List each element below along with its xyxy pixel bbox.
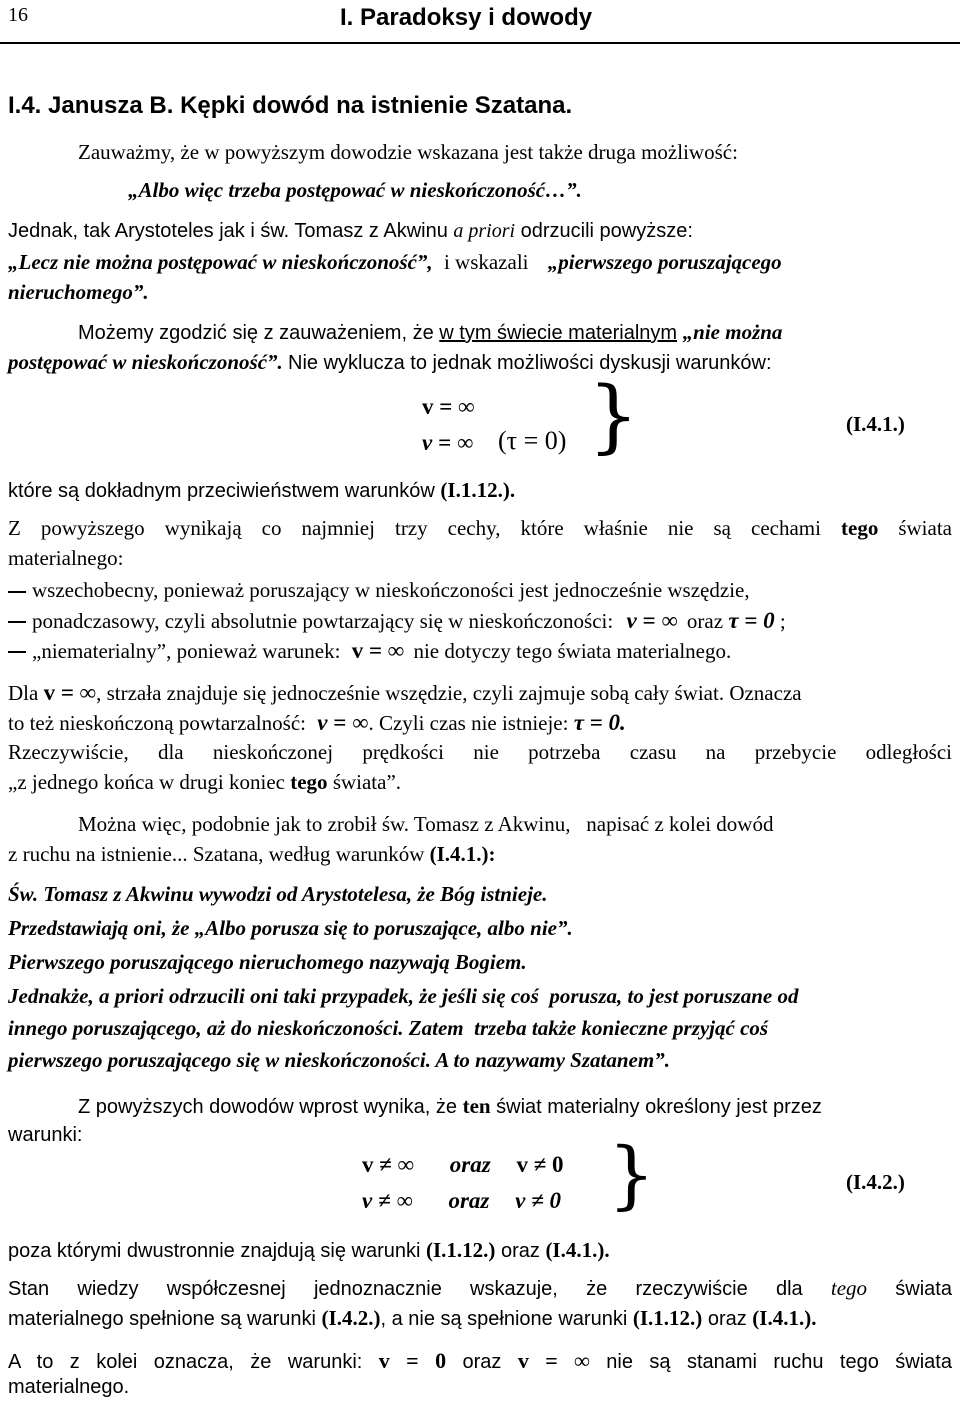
paragraph-6-line-2 (8, 710, 626, 736)
text: świata (895, 1278, 952, 1300)
page-number: 16 (8, 4, 28, 26)
bullet-dash (8, 651, 26, 653)
paragraph-11-line-2 (8, 1306, 816, 1331)
ref-i-1-12: (I.1.12.). (440, 478, 516, 502)
paragraph-5-line-1 (8, 516, 952, 540)
text: świat materialny określony jest przez (496, 1096, 822, 1118)
equation-2-brace: } (608, 1132, 656, 1218)
text: oraz (707, 1308, 747, 1330)
text: z ruchu na istnienie... Szatana, według warunków (8, 842, 425, 866)
ref-i-4-2: (I.4.2.) (321, 1306, 381, 1330)
equation-2-label: (I.4.2.) (846, 1170, 905, 1194)
ref-i-4-1: (I.4.1.). (752, 1306, 817, 1330)
text: to też nieskończoną powtarzalność: (8, 711, 306, 735)
paragraph-12-line-1 (8, 1348, 952, 1374)
math-nu-inf: ν = ∞ (317, 710, 369, 735)
proof-line-3: Pierwszego poruszającego nieruchomego nazywają Bogiem. (8, 950, 527, 974)
math-tau-0: τ = 0 (728, 608, 775, 633)
paragraph-intro: Zauważmy, że w powyższym dowodzie wskazana jest także druga możliwość: (78, 140, 738, 164)
text: , a nie są spełnione warunki (380, 1308, 628, 1330)
text: oraz (462, 1351, 502, 1373)
text-a-priori: a priori (453, 220, 516, 242)
bullet-2 (32, 608, 786, 634)
paragraph-6-line-1 (8, 680, 802, 706)
text: Z powyższego wynikają co najmniej trzy cechy, które właśnie nie są cechami (8, 516, 821, 540)
math-v-0: v = 0 (378, 1348, 447, 1373)
equation-2-rhs: ν ≠ 0 (515, 1188, 561, 1213)
equation-1-lhs: ν = ∞ (422, 430, 474, 455)
paragraph-2-line-2 (8, 250, 952, 274)
proof-line-2: Przedstawiają oni, że „Albo porusza się to poruszające, albo nie”. (8, 916, 573, 940)
text-tego: tego (841, 516, 879, 540)
paragraph-9-line-1 (78, 1094, 822, 1119)
bullet-dash (8, 591, 26, 593)
bullet-3 (32, 638, 731, 664)
math-nu-inf: ν = ∞ (626, 608, 678, 633)
equation-1-line-2 (422, 430, 473, 456)
math-v-inf: v = ∞ (517, 1348, 590, 1373)
paragraph-5-line-2: materialnego: (8, 546, 124, 570)
equation-1-line-1: v = ∞ (422, 394, 475, 419)
text: nie dotyczy tego świata materialnego. (413, 639, 732, 663)
quote-lecz: „Lecz nie można postępować w nieskończoność”, (8, 250, 433, 274)
text: . Czyli czas nie istnieje: (368, 711, 569, 735)
ref-i-4-1: (I.4.1.). (545, 1238, 610, 1262)
proof-line-6: pierwszego poruszającego się w nieskończoności. A to nazywamy Szatanem”. (8, 1048, 670, 1072)
paragraph-7-line-2 (8, 770, 401, 794)
text: ponadczasowy, czyli absolutnie powtarzający się w nieskończoności: (32, 609, 614, 633)
equation-2-line-2 (362, 1188, 561, 1214)
text-underlined: w tym świecie materialnym (439, 322, 678, 344)
equation-1-rhs: (τ = 0) (498, 426, 567, 455)
quote-pierwszego: „pierwszego poruszającego (547, 250, 782, 274)
equation-2-lhs: ν ≠ ∞ (362, 1188, 413, 1213)
ref-i-1-12: (I.1.12.) (425, 1238, 496, 1262)
quote-postepowac: postępować w nieskończoność”. (8, 350, 283, 374)
paragraph-9-line-2: warunki: (8, 1124, 83, 1146)
equation-2-oraz: oraz (449, 1152, 491, 1177)
header-rule (0, 42, 960, 44)
paragraph-12-line-2: materialnego. (8, 1376, 130, 1398)
running-header-title: I. Paradoksy i dowody (340, 4, 593, 31)
proof-line-1: Św. Tomasz z Akwinu wywodzi od Arystotelesa, że Bóg istnieje. (8, 882, 548, 906)
ref-i-4-1: (I.4.1.): (429, 842, 496, 866)
math-v-inf: v = ∞ (43, 680, 97, 705)
equation-2-rhs: v ≠ 0 (516, 1152, 564, 1177)
quote-albo: „Albo więc trzeba postępować w nieskończoność…”. (128, 178, 582, 202)
text: , strzała znajduje się jednocześnie wszędzie, czyli zajmuje sobą cały świat. Oznacza (96, 681, 802, 705)
text: Stan wiedzy współczesnej jednoznacznie wskazuje, że rzeczywiście dla (8, 1278, 803, 1300)
text-tego: tego (830, 1276, 868, 1300)
text: Możemy zgodzić się z zauważeniem, że (78, 322, 434, 344)
text: „niematerialny”, ponieważ warunek: (32, 639, 341, 663)
paragraph-2-line-3: nieruchomego”. (8, 280, 149, 304)
text: Jednak, tak Arystoteles jak i św. Tomasz z Akwinu (8, 220, 448, 242)
text: nie są stanami ruchu tego świata (606, 1351, 952, 1373)
quote-nie-mozna: „nie można (682, 320, 783, 344)
equation-1-brace: } (588, 369, 639, 462)
text: materialnego spełnione są warunki (8, 1308, 316, 1330)
equation-1-label: (I.4.1.) (846, 412, 905, 436)
text: „z jednego końca w drugi koniec (8, 770, 285, 794)
text: ; (779, 609, 786, 633)
text: A to z kolei oznacza, że warunki: (8, 1351, 363, 1373)
paragraph-3-line-1 (78, 320, 952, 345)
proof-line-5: innego poruszającego, aż do nieskończoności. Zatem trzeba także konieczne przyjąć coś (8, 1016, 769, 1040)
text: oraz (686, 609, 724, 633)
text: Dla (8, 681, 39, 705)
bullet-dash (8, 621, 26, 623)
ref-i-1-12: (I.1.12.) (632, 1306, 703, 1330)
paragraph-2-line-1 (8, 220, 693, 243)
text: świata (898, 516, 952, 540)
bullet-1: wszechobecny, ponieważ poruszający w nieskończoności jest jednocześnie wszędzie, (32, 578, 750, 602)
text-ten: ten (462, 1094, 491, 1118)
text: Z powyższych dowodów wprost wynika, że (78, 1096, 458, 1118)
paragraph-11-line-1 (8, 1276, 952, 1301)
paragraph-8-line-2 (8, 842, 496, 866)
text: które są dokładnym przeciwieństwem warunków (8, 480, 435, 502)
paragraph-3-line-2 (8, 350, 772, 375)
equation-2-lhs: v ≠ ∞ (362, 1152, 415, 1177)
text: oraz (500, 1240, 540, 1262)
text-tego: tego (290, 770, 328, 794)
paragraph-7-line-1: Rzeczywiście, dla nieskończonej prędkości nie potrzeba czasu na przebycie odległości (8, 740, 952, 764)
text: i wskazali (443, 250, 529, 274)
equation-2-oraz: oraz (448, 1188, 490, 1213)
text: odrzucili powyższe: (520, 220, 693, 242)
text: świata”. (332, 770, 402, 794)
paragraph-10 (8, 1238, 610, 1263)
equation-2-line-1 (362, 1152, 564, 1178)
math-tau-0: τ = 0. (573, 710, 626, 735)
paragraph-8-line-1: Można więc, podobnie jak to zrobił św. Tomasz z Akwinu, napisać z kolei dowód (78, 812, 774, 836)
paragraph-4 (8, 478, 515, 503)
math-v-inf: v = ∞ (351, 638, 405, 663)
section-title: I.4. Janusza B. Kępki dowód na istnienie Szatana. (8, 92, 573, 119)
proof-line-4: Jednakże, a priori odrzucili oni taki przypadek, że jeśli się coś porusza, to jest poruszane od (8, 984, 799, 1008)
text: poza którymi dwustronnie znajdują się warunki (8, 1240, 421, 1262)
text: Nie wyklucza to jednak możliwości dyskusji warunków: (288, 352, 772, 374)
